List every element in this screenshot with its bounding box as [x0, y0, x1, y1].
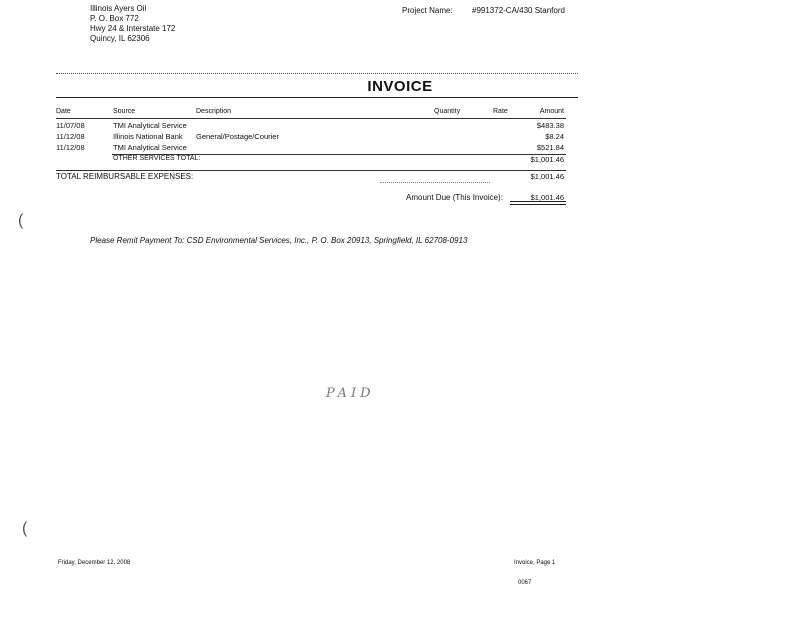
- col-quantity: Quantity: [434, 108, 461, 115]
- amount-due-label: Amount Due (This Invoice):: [406, 193, 503, 202]
- footer-date: Friday, December 12, 2008: [58, 560, 131, 566]
- row-description: General/Postage/Courier: [196, 132, 279, 141]
- client-address-line-1: P. O. Box 772: [90, 14, 139, 23]
- footer-page: Invoice, Page 1: [514, 560, 556, 566]
- row-source: Illinois National Bank: [113, 132, 183, 141]
- client-name: Illinois Ayers Oil: [90, 4, 147, 13]
- invoice-title: INVOICE: [367, 78, 433, 95]
- col-amount: Amount: [539, 108, 564, 115]
- row-amount: $483.38: [536, 121, 564, 130]
- header-divider: [56, 73, 578, 74]
- total-label: TOTAL REIMBURSABLE EXPENSES:: [56, 172, 194, 181]
- row-date: 11/12/08: [56, 143, 85, 152]
- client-address-line-3: Quincy, IL 62306: [90, 34, 150, 43]
- client-address-block: [90, 4, 175, 44]
- remit-payment-note: Please Remit Payment To: CSD Environmental Services, Inc., P. O. Box 20913, Springfield, IL 62708-0913: [90, 236, 468, 245]
- row-amount: $8.24: [545, 132, 564, 141]
- col-rate: Rate: [493, 108, 508, 115]
- handwritten-paid-mark: PAID: [326, 386, 375, 401]
- client-address-line-2: Hwy 24 & Interstate 172: [90, 24, 176, 33]
- project-name-value: #991372-CA/430 Stanford: [472, 6, 565, 15]
- subtotal-value: $1,001.46: [530, 155, 564, 164]
- subtotal-label: OTHER SERVICES TOTAL:: [113, 155, 201, 162]
- row-source: TMI Analytical Service: [113, 143, 187, 152]
- row-amount: $521.84: [536, 143, 564, 152]
- row-source: TMI Analytical Service: [113, 121, 187, 130]
- amount-due-underline: [510, 201, 566, 202]
- header-underline: [56, 118, 566, 119]
- col-description: Description: [196, 108, 232, 115]
- dotted-separator: [380, 182, 490, 183]
- scan-mark-icon: (: [22, 520, 28, 537]
- total-value: $1,001.46: [530, 172, 564, 181]
- amount-due-value: $1,001.46: [530, 193, 564, 202]
- row-date: 11/12/08: [56, 132, 85, 141]
- document-number: 0067: [518, 580, 532, 586]
- title-underline: [56, 97, 578, 98]
- amount-due-double-underline: [510, 204, 566, 205]
- row-date: 11/07/08: [56, 121, 85, 130]
- col-date: Date: [56, 108, 71, 115]
- total-line: [56, 170, 566, 171]
- project-name-label: Project Name:: [402, 6, 453, 15]
- scan-mark-icon: (: [18, 212, 24, 229]
- col-source: Source: [113, 108, 136, 115]
